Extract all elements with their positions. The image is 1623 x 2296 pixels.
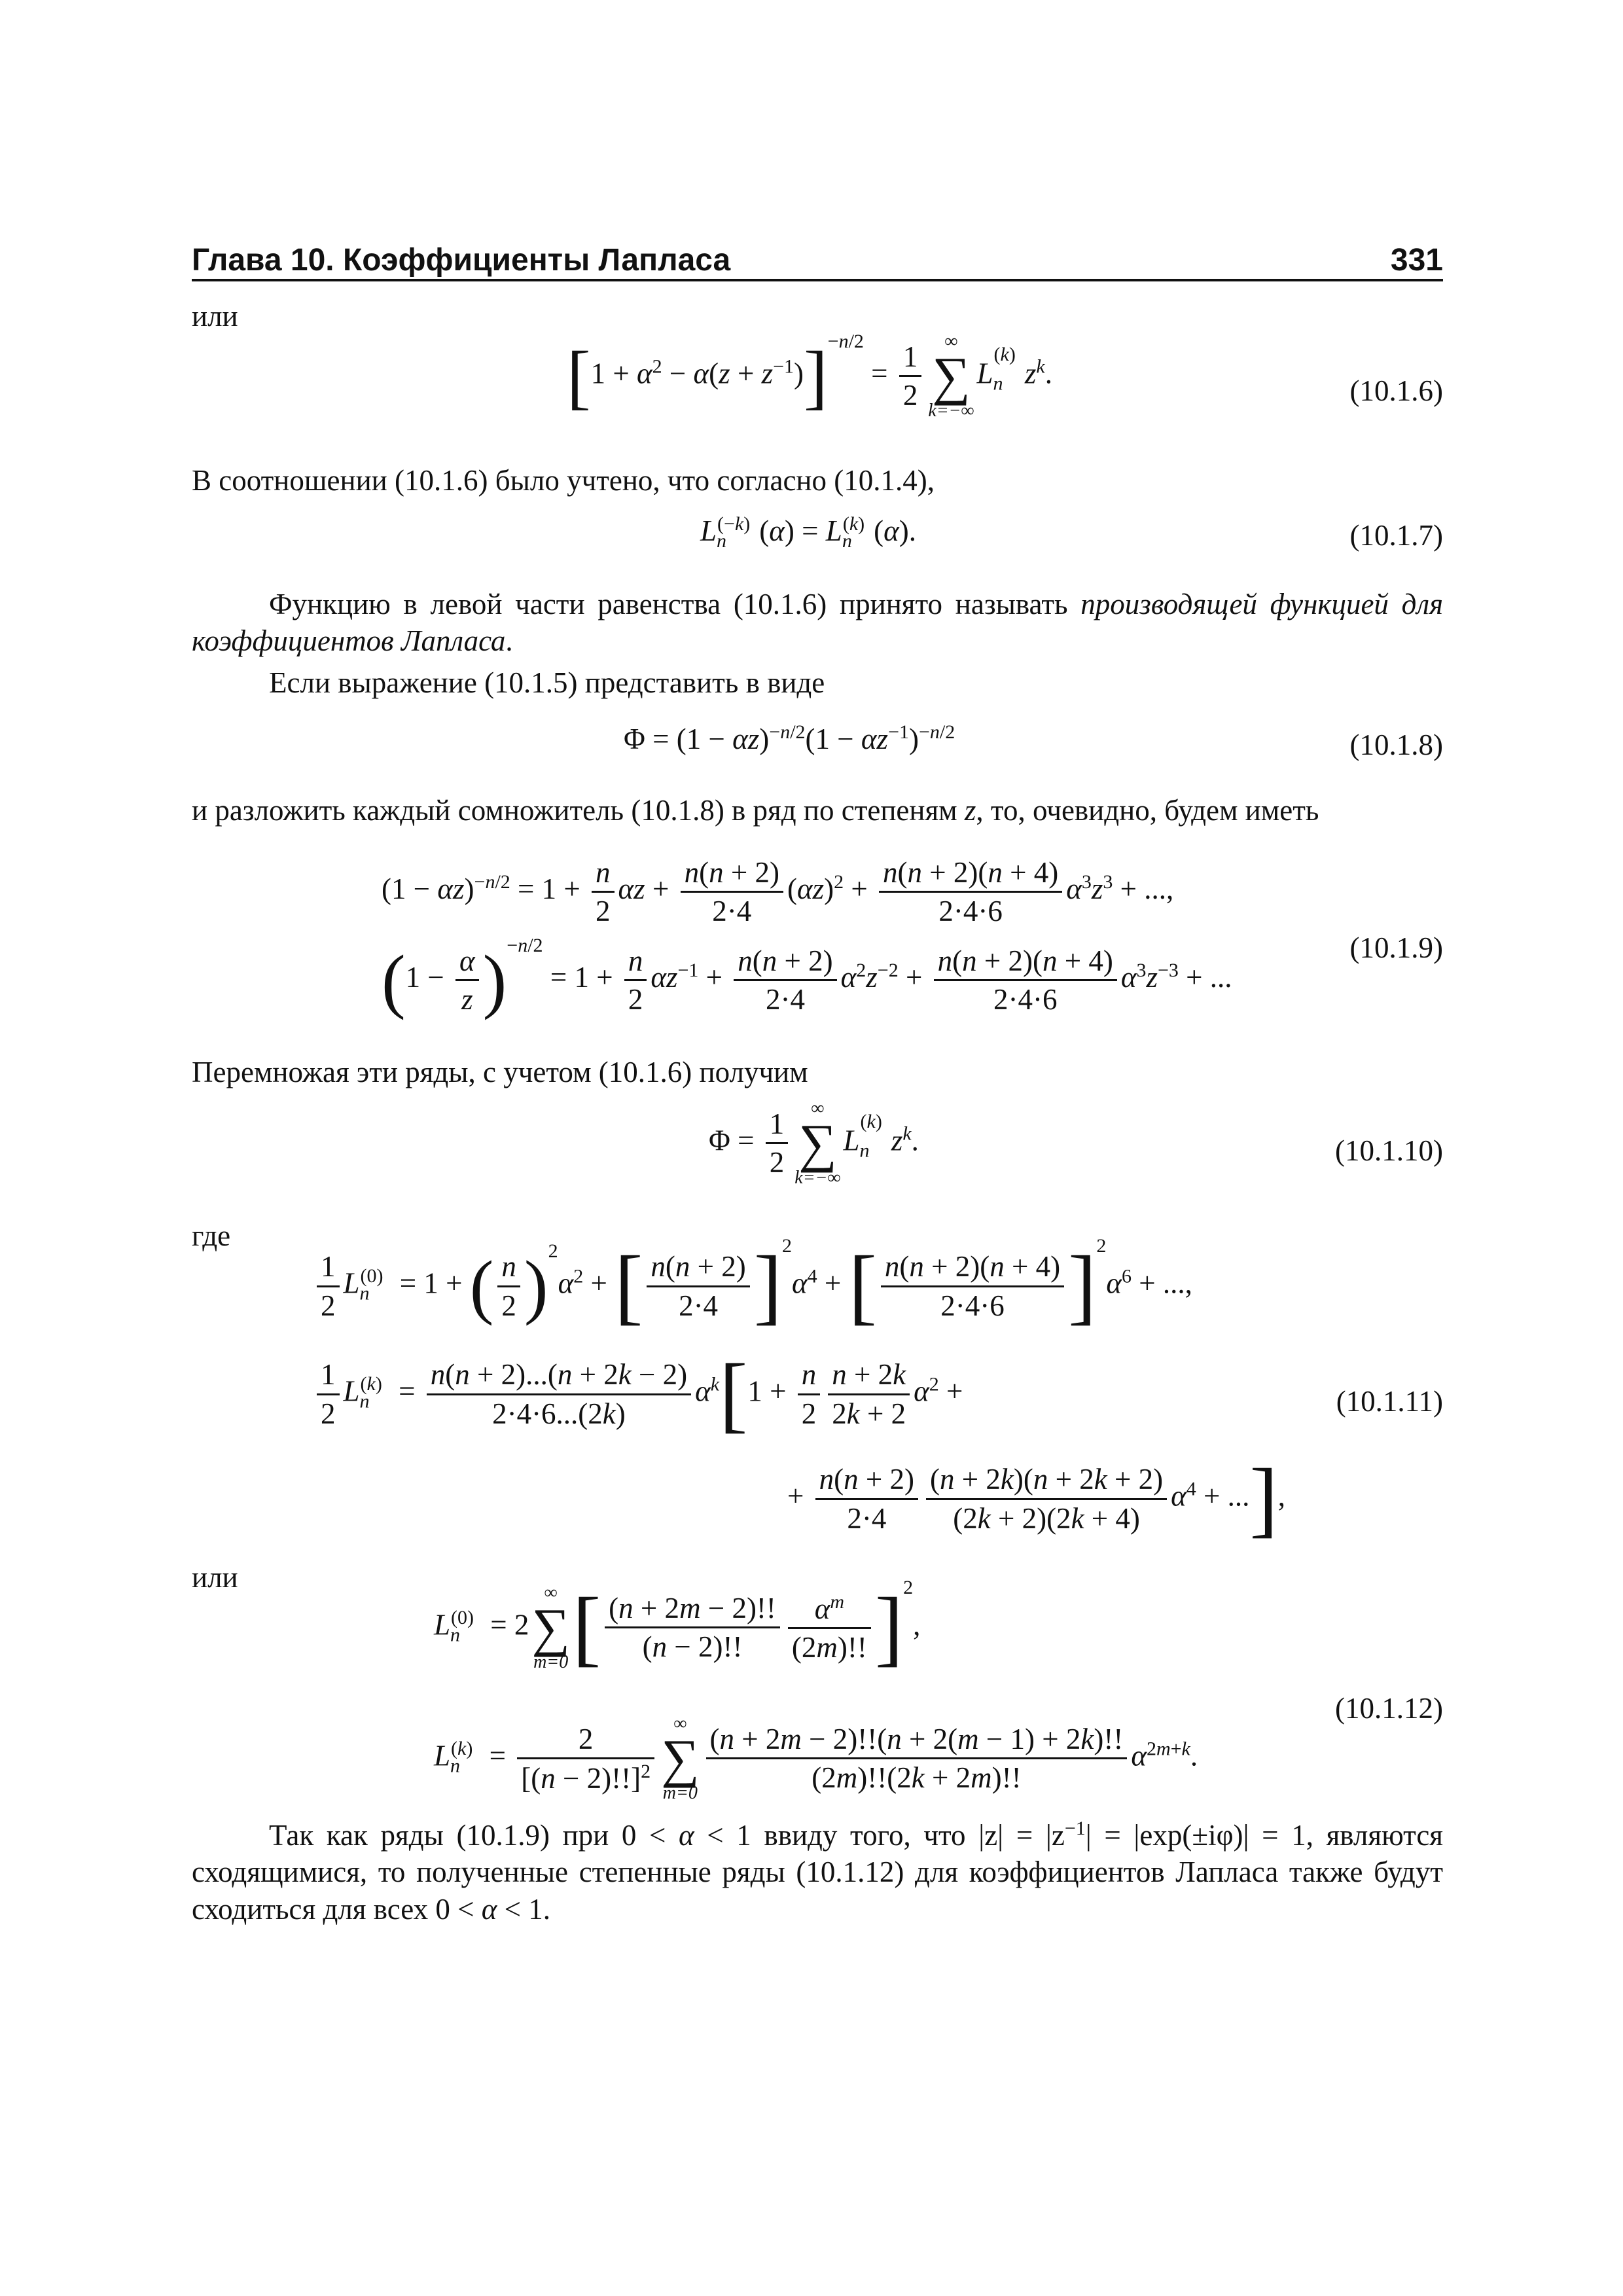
equation-10-1-12-line-2: $L_n^{(k)}$ = $\frac{2}{[(n - 2)!!]^2}$ ∞ ∑ m=0 $\frac{(n + 2m - 2)!!(n + 2(m - 1) + 2k)!!}{(2m)!!(2k + 2m)!!}$ $\alpha^{2m+k}$.	[434, 1713, 1198, 1803]
text-or-1: или	[192, 300, 238, 332]
paragraph-1: В соотношении (10.1.6) было учтено, что согласно (10.1.4),	[192, 464, 935, 497]
paragraph-4-end: , то, очевидно, будем иметь	[976, 794, 1319, 827]
equation-number: (10.1.10)	[1335, 1134, 1443, 1167]
equation-10-1-7: $L_n^{(-k)}$ $(\alpha) = L_n^{(k)}$ (α).	[700, 513, 917, 552]
equation-10-1-12-line-1: $L_n^{(0)} = 2$ ∞ ∑ m=0 [ $\frac{(n + 2m - 2)!!}{(n - 2)!!}$ $\frac{\alpha^m}{(2m)!!}$ ]$^2$,	[434, 1577, 921, 1675]
paragraph-5: Перемножая эти ряды, с учетом (10.1.6) получим	[192, 1056, 808, 1088]
page-number: 331	[1390, 243, 1443, 278]
paragraph-6-end: < 1.	[497, 1892, 551, 1926]
equation-number: (10.1.6)	[1349, 374, 1443, 407]
equation-10-1-9-line-2: (1 − $\frac{\alpha}{z}$ )$^{-n/2}$ = 1 + $\frac{n}{2}$ $\alpha z^{-1}$ + $\frac{n(n + 2)}{2\cdot 4}$ $\alpha^2z^{-2}$ + $\frac{n(n + 2)(n + 4)}{2\cdot 4\cdot 6}$ $\alpha^3z^{-3}$ + ...	[382, 935, 1232, 1020]
equation-number: (10.1.8)	[1349, 728, 1443, 761]
equation-10-1-11-line-2: $\frac{1}{2}$ $L_n^{(k)}$ = $\frac{n(n + 2)...(n + 2k - 2)}{2\cdot 4\cdot 6...(2k)}$ $\alpha^k[1$ + $\frac{n}{2}$ $\frac{n + 2k}{2k + 2}$ $\alpha^2$ +	[313, 1352, 963, 1437]
paragraph-2-text: Функцию в левой части равенства (10.1.6) принято называть	[269, 588, 1081, 620]
term-generating-function: производящей функцией для коэффициентов Лапласа	[192, 588, 1443, 658]
equation-number: (10.1.12)	[1335, 1692, 1443, 1725]
paragraph-6-text-3: | = |exp(±iφ)| = 1, являются сходящимися, то полученные степенные ряды (10.1.12) для коэффициентов Лапласа также будут сходиться для всех 0 <	[192, 1819, 1443, 1926]
paragraph-6-text-2: < 1 ввиду того, что |z| = |z	[694, 1819, 1065, 1852]
paragraph-3: Если выражение (10.1.5) представить в виде	[269, 666, 825, 699]
symbol-alpha: α	[481, 1892, 497, 1926]
equation-number: (10.1.9)	[1349, 931, 1443, 964]
paragraph-6	[192, 1816, 1443, 1928]
equation-number: (10.1.7)	[1349, 519, 1443, 552]
equation-number: (10.1.11)	[1336, 1385, 1443, 1418]
equation-10-1-9-line-1: $(1 - \alpha z)^{-n/2} = 1$ + $\frac{n}{2}$ αz + $\frac{n(n + 2)}{2\cdot 4}$ $(\alpha z)^2$ + $\frac{n(n + 2)(n + 4)}{2\cdot 4\cdot 6}$ $\alpha^3z^3$ + ...,	[382, 854, 1173, 930]
equation-10-1-10: Φ = $\frac{1}{2}$ ∞ ∑ k=−∞ $L_n^{(k)}z^k$.	[709, 1098, 919, 1188]
running-header	[192, 228, 1443, 281]
paragraph-2-end: .	[505, 624, 513, 658]
variable-z: z	[964, 794, 976, 827]
equation-10-1-8: $\Phi = (1 - \alpha z)^{-n/2}(1 - \alpha z^{-1})^{-n/2}$	[624, 721, 955, 755]
text-or-2: или	[192, 1561, 238, 1594]
paragraph-6-text: Так как ряды (10.1.9) при 0 <	[269, 1819, 679, 1852]
symbol-alpha: α	[679, 1819, 694, 1852]
equation-10-1-11-line-3: + $\frac{n(n + 2)}{2\cdot 4}$ $\frac{(n + 2k)(n + 2k + 2)}{(2k + 2)(2k + 4)}$ $\alpha^4$ + ...],	[787, 1452, 1285, 1546]
paragraph-2	[192, 586, 1443, 660]
paragraph-4-text: и разложить каждый сомножитель (10.1.8) в ряд по степеням	[192, 794, 965, 827]
paragraph-4	[192, 792, 1443, 829]
equation-10-1-6: $[1 + \alpha^2 - \alpha(z + z^{-1})]^{-n/2}$ = $\frac{1}{2}$ ∞ ∑ k=−∞ $L_n^{(k)}z^k$.	[567, 331, 1052, 421]
text-where: где	[192, 1219, 231, 1252]
exponent: −1	[1064, 1818, 1086, 1839]
chapter-title: Глава 10. Коэффициенты Лапласа	[192, 243, 731, 278]
equation-10-1-11-line-1: $\frac{1}{2}$ $L_n^{(0)} = 1$ + ( $\frac{n}{2}$ )$^2\alpha^2$ + [ $\frac{n(n + 2)}{2\cdot 4}$ ]$^2\alpha^4$ + [ $\frac{n(n + 2)(n + 4)}{2\cdot 4\cdot 6}$ ]$^2\alpha^6$ + ...,	[313, 1244, 1192, 1329]
